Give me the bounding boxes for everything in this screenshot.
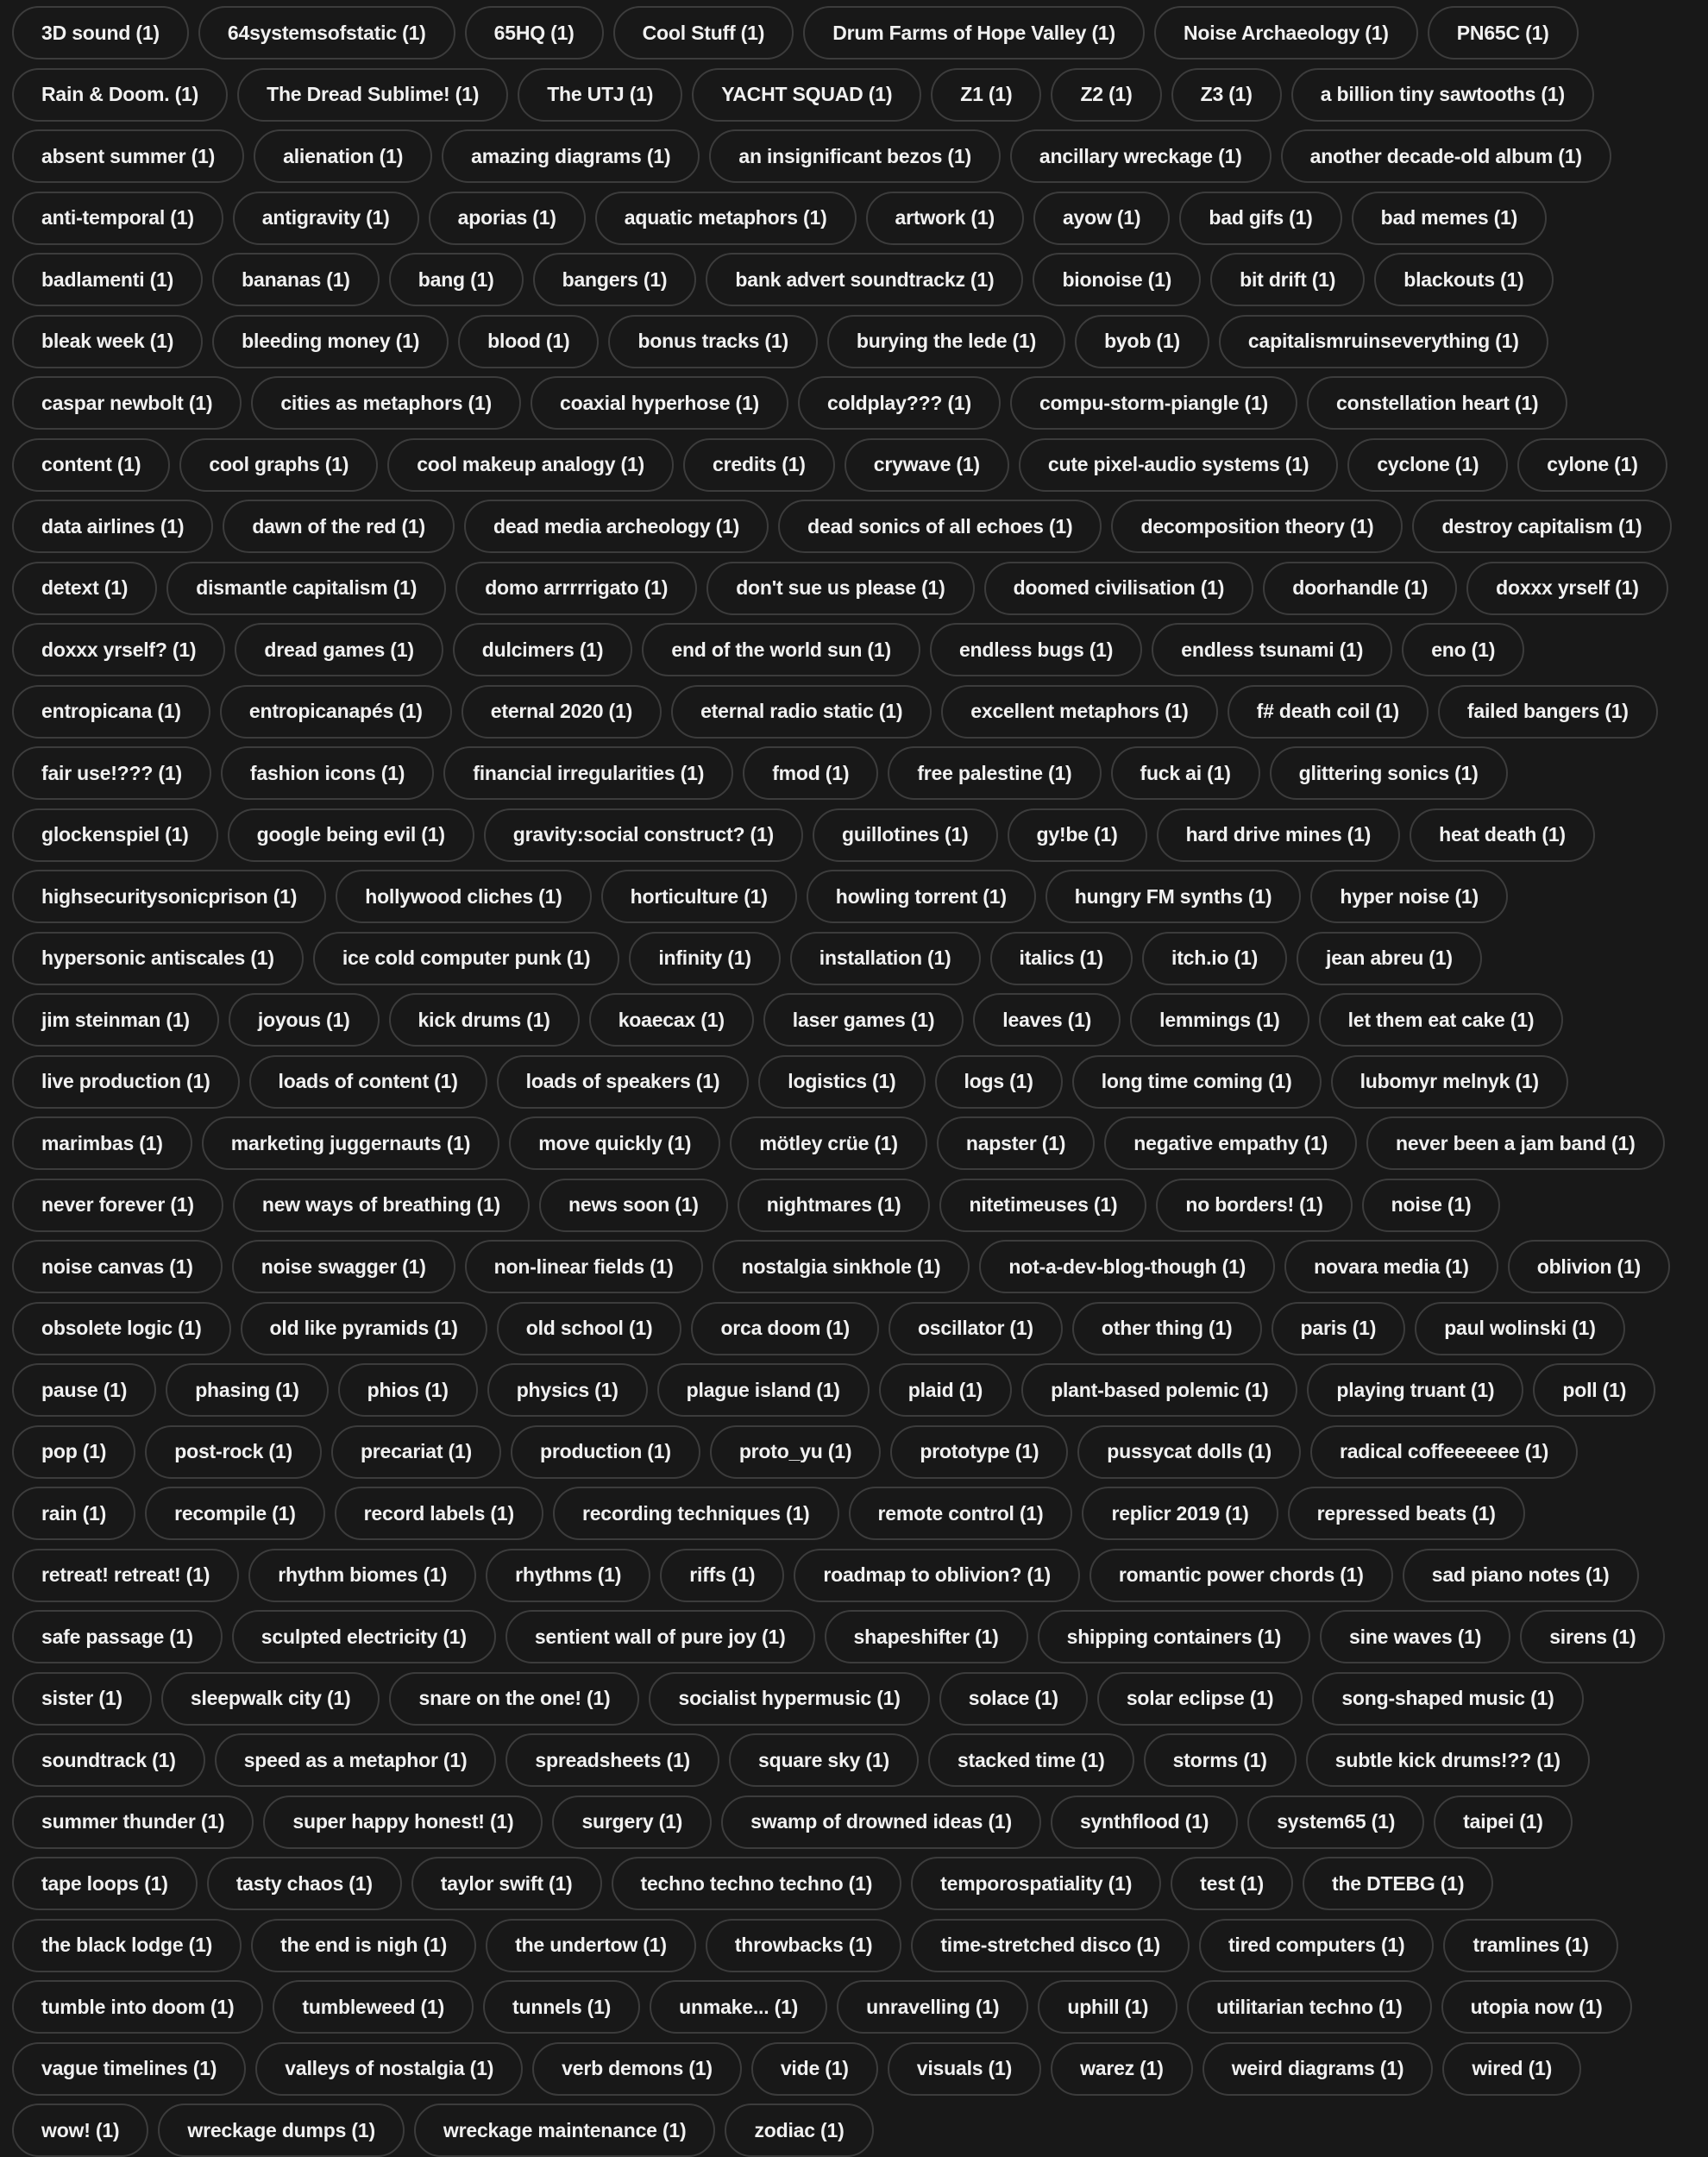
tag-pill[interactable]: tasty chaos (1) xyxy=(207,1857,402,1910)
tag-pill[interactable]: the undertow (1) xyxy=(486,1919,696,1972)
tag-pill[interactable]: not-a-dev-blog-though (1) xyxy=(979,1240,1275,1293)
tag-pill[interactable]: fashion icons (1) xyxy=(221,746,434,800)
tag-pill[interactable]: itch.io (1) xyxy=(1142,932,1287,985)
tag-pill[interactable]: prototype (1) xyxy=(890,1425,1068,1479)
tag-pill[interactable]: novara media (1) xyxy=(1284,1240,1498,1293)
tag-pill[interactable]: decomposition theory (1) xyxy=(1111,500,1403,553)
tag-pill[interactable]: constellation heart (1) xyxy=(1307,376,1567,430)
tag-pill[interactable]: wired (1) xyxy=(1442,2042,1581,2096)
tag-pill[interactable]: solace (1) xyxy=(939,1672,1088,1726)
tag-pill[interactable]: marimbas (1) xyxy=(12,1116,192,1170)
tag-pill[interactable]: domo arrrrrigato (1) xyxy=(455,562,697,615)
tag-pill[interactable]: long time coming (1) xyxy=(1072,1055,1322,1109)
tag-pill[interactable]: dread games (1) xyxy=(235,623,443,676)
tag-pill[interactable]: howling torrent (1) xyxy=(807,870,1036,923)
tag-pill[interactable]: news soon (1) xyxy=(539,1179,728,1232)
tag-pill[interactable]: Drum Farms of Hope Valley (1) xyxy=(803,6,1145,60)
tag-pill[interactable]: no borders! (1) xyxy=(1156,1179,1352,1232)
tag-pill[interactable]: let them eat cake (1) xyxy=(1319,993,1564,1047)
tag-pill[interactable]: cyclone (1) xyxy=(1347,438,1508,492)
tag-pill[interactable]: bonus tracks (1) xyxy=(608,315,817,368)
tag-pill[interactable]: italics (1) xyxy=(990,932,1133,985)
tag-pill[interactable]: doorhandle (1) xyxy=(1263,562,1457,615)
tag-pill[interactable]: tumbleweed (1) xyxy=(273,1980,474,2034)
tag-pill[interactable]: crywave (1) xyxy=(845,438,1009,492)
tag-pill[interactable]: fmod (1) xyxy=(743,746,878,800)
tag-pill[interactable]: anti-temporal (1) xyxy=(12,192,223,245)
tag-pill[interactable]: pussycat dolls (1) xyxy=(1077,1425,1301,1479)
tag-pill[interactable]: hyper noise (1) xyxy=(1310,870,1508,923)
tag-pill[interactable]: never been a jam band (1) xyxy=(1366,1116,1664,1170)
tag-pill[interactable]: cylone (1) xyxy=(1517,438,1667,492)
tag-pill[interactable]: paul wolinski (1) xyxy=(1415,1302,1625,1355)
tag-pill[interactable]: weird diagrams (1) xyxy=(1203,2042,1434,2096)
tag-pill[interactable]: content (1) xyxy=(12,438,170,492)
tag-pill[interactable]: bit drift (1) xyxy=(1210,253,1365,306)
tag-pill[interactable]: noise (1) xyxy=(1362,1179,1501,1232)
tag-pill[interactable]: hollywood cliches (1) xyxy=(336,870,591,923)
tag-pill[interactable]: nitetimeuses (1) xyxy=(939,1179,1146,1232)
tag-pill[interactable]: snare on the one! (1) xyxy=(389,1672,639,1726)
tag-pill[interactable]: rhythm biomes (1) xyxy=(248,1549,476,1602)
tag-pill[interactable]: stacked time (1) xyxy=(928,1733,1134,1787)
tag-pill[interactable]: zodiac (1) xyxy=(725,2104,873,2157)
tag-pill[interactable]: detext (1) xyxy=(12,562,157,615)
tag-pill[interactable]: bleak week (1) xyxy=(12,315,203,368)
tag-pill[interactable]: test (1) xyxy=(1171,1857,1293,1910)
tag-pill[interactable]: eternal 2020 (1) xyxy=(462,685,662,739)
tag-pill[interactable]: bang (1) xyxy=(389,253,524,306)
tag-pill[interactable]: 65HQ (1) xyxy=(465,6,604,60)
tag-pill[interactable]: unravelling (1) xyxy=(837,1980,1028,2034)
tag-pill[interactable]: logs (1) xyxy=(935,1055,1063,1109)
tag-pill[interactable]: gravity:social construct? (1) xyxy=(484,808,803,862)
tag-pill[interactable]: excellent metaphors (1) xyxy=(941,685,1217,739)
tag-pill[interactable]: end of the world sun (1) xyxy=(642,623,920,676)
tag-pill[interactable]: sentient wall of pure joy (1) xyxy=(505,1610,815,1663)
tag-pill[interactable]: techno techno techno (1) xyxy=(612,1857,902,1910)
tag-pill[interactable]: cute pixel-audio systems (1) xyxy=(1019,438,1338,492)
tag-pill[interactable]: lubomyr melnyk (1) xyxy=(1331,1055,1568,1109)
tag-pill[interactable]: ancillary wreckage (1) xyxy=(1010,129,1272,183)
tag-pill[interactable]: never forever (1) xyxy=(12,1179,223,1232)
tag-pill[interactable]: tape loops (1) xyxy=(12,1857,198,1910)
tag-pill[interactable]: dulcimers (1) xyxy=(453,623,633,676)
tag-pill[interactable]: 64systemsofstatic (1) xyxy=(198,6,455,60)
tag-pill[interactable]: playing truant (1) xyxy=(1307,1363,1523,1417)
tag-pill[interactable]: Z2 (1) xyxy=(1051,68,1161,122)
tag-pill[interactable]: byob (1) xyxy=(1075,315,1209,368)
tag-pill[interactable]: cool graphs (1) xyxy=(179,438,378,492)
tag-pill[interactable]: bank advert soundtrackz (1) xyxy=(706,253,1023,306)
tag-pill[interactable]: guillotines (1) xyxy=(813,808,998,862)
tag-pill[interactable]: the end is nigh (1) xyxy=(251,1919,476,1972)
tag-pill[interactable]: laser games (1) xyxy=(763,993,964,1047)
tag-pill[interactable]: recording techniques (1) xyxy=(553,1487,839,1540)
tag-pill[interactable]: taylor swift (1) xyxy=(411,1857,602,1910)
tag-pill[interactable]: poll (1) xyxy=(1533,1363,1655,1417)
tag-pill[interactable]: bangers (1) xyxy=(533,253,697,306)
tag-pill[interactable]: glittering sonics (1) xyxy=(1270,746,1508,800)
tag-pill[interactable]: Noise Archaeology (1) xyxy=(1154,6,1418,60)
tag-pill[interactable]: uphill (1) xyxy=(1038,1980,1177,2034)
tag-pill[interactable]: burying the lede (1) xyxy=(827,315,1065,368)
tag-pill[interactable]: wreckage maintenance (1) xyxy=(414,2104,716,2157)
tag-pill[interactable]: throwbacks (1) xyxy=(706,1919,902,1972)
tag-pill[interactable]: amazing diagrams (1) xyxy=(442,129,700,183)
tag-pill[interactable]: kick drums (1) xyxy=(389,993,580,1047)
tag-pill[interactable]: roadmap to oblivion? (1) xyxy=(794,1549,1080,1602)
tag-pill[interactable]: noise canvas (1) xyxy=(12,1240,223,1293)
tag-pill[interactable]: negative empathy (1) xyxy=(1104,1116,1357,1170)
tag-pill[interactable]: radical coffeeeeeee (1) xyxy=(1310,1425,1578,1479)
tag-pill[interactable]: phios (1) xyxy=(338,1363,478,1417)
tag-pill[interactable]: bionoise (1) xyxy=(1033,253,1201,306)
tag-pill[interactable]: an insignificant bezos (1) xyxy=(709,129,1001,183)
tag-pill[interactable]: wreckage dumps (1) xyxy=(158,2104,405,2157)
tag-pill[interactable]: plant-based polemic (1) xyxy=(1021,1363,1297,1417)
tag-pill[interactable]: summer thunder (1) xyxy=(12,1795,254,1849)
tag-pill[interactable]: free palestine (1) xyxy=(888,746,1101,800)
tag-pill[interactable]: verb demons (1) xyxy=(532,2042,742,2096)
tag-pill[interactable]: oscillator (1) xyxy=(889,1302,1063,1355)
tag-pill[interactable]: system65 (1) xyxy=(1247,1795,1424,1849)
tag-pill[interactable]: endless bugs (1) xyxy=(930,623,1142,676)
tag-pill[interactable]: valleys of nostalgia (1) xyxy=(255,2042,523,2096)
tag-pill[interactable]: replicr 2019 (1) xyxy=(1082,1487,1278,1540)
tag-pill[interactable]: failed bangers (1) xyxy=(1438,685,1658,739)
tag-pill[interactable]: vide (1) xyxy=(751,2042,878,2096)
tag-pill[interactable]: compu-storm-piangle (1) xyxy=(1010,376,1297,430)
tag-pill[interactable]: sculpted electricity (1) xyxy=(232,1610,496,1663)
tag-pill[interactable]: entropicanapés (1) xyxy=(220,685,452,739)
tag-pill[interactable]: physics (1) xyxy=(487,1363,648,1417)
tag-pill[interactable]: recompile (1) xyxy=(145,1487,325,1540)
tag-pill[interactable]: artwork (1) xyxy=(866,192,1024,245)
tag-pill[interactable]: hard drive mines (1) xyxy=(1157,808,1401,862)
tag-pill[interactable]: financial irregularities (1) xyxy=(443,746,733,800)
tag-pill[interactable]: vague timelines (1) xyxy=(12,2042,246,2096)
tag-pill[interactable]: YACHT SQUAD (1) xyxy=(692,68,921,122)
tag-pill[interactable]: oblivion (1) xyxy=(1508,1240,1670,1293)
tag-pill[interactable]: wow! (1) xyxy=(12,2104,148,2157)
tag-pill[interactable]: cool makeup analogy (1) xyxy=(387,438,674,492)
tag-pill[interactable]: solar eclipse (1) xyxy=(1097,1672,1303,1726)
tag-pill[interactable]: tramlines (1) xyxy=(1443,1919,1617,1972)
tag-pill[interactable]: sleepwalk city (1) xyxy=(161,1672,380,1726)
tag-pill[interactable]: repressed beats (1) xyxy=(1288,1487,1525,1540)
tag-pill[interactable]: pause (1) xyxy=(12,1363,156,1417)
tag-pill[interactable]: shipping containers (1) xyxy=(1038,1610,1310,1663)
tag-pill[interactable]: doomed civilisation (1) xyxy=(984,562,1254,615)
tag-pill[interactable]: spreadsheets (1) xyxy=(505,1733,719,1787)
tag-pill[interactable]: dismantle capitalism (1) xyxy=(166,562,446,615)
tag-pill[interactable]: hungry FM synths (1) xyxy=(1046,870,1302,923)
tag-pill[interactable]: leaves (1) xyxy=(973,993,1121,1047)
tag-pill[interactable]: record labels (1) xyxy=(335,1487,543,1540)
tag-pill[interactable]: temporospatiality (1) xyxy=(911,1857,1161,1910)
tag-pill[interactable]: installation (1) xyxy=(790,932,981,985)
tag-pill[interactable]: horticulture (1) xyxy=(601,870,797,923)
tag-pill[interactable]: capitalismruinseverything (1) xyxy=(1219,315,1548,368)
tag-pill[interactable]: retreat! retreat! (1) xyxy=(12,1549,239,1602)
tag-pill[interactable]: move quickly (1) xyxy=(509,1116,720,1170)
tag-pill[interactable]: dawn of the red (1) xyxy=(223,500,455,553)
tag-pill[interactable]: The UTJ (1) xyxy=(518,68,682,122)
tag-pill[interactable]: pop (1) xyxy=(12,1425,135,1479)
tag-pill[interactable]: doxxx yrself (1) xyxy=(1466,562,1668,615)
tag-pill[interactable]: joyous (1) xyxy=(229,993,380,1047)
tag-pill[interactable]: jim steinman (1) xyxy=(12,993,219,1047)
tag-pill[interactable]: synthflood (1) xyxy=(1051,1795,1238,1849)
tag-pill[interactable]: surgery (1) xyxy=(552,1795,712,1849)
tag-pill[interactable]: storms (1) xyxy=(1144,1733,1297,1787)
tag-pill[interactable]: plague island (1) xyxy=(657,1363,870,1417)
tag-pill[interactable]: plaid (1) xyxy=(879,1363,1012,1417)
tag-pill[interactable]: old school (1) xyxy=(497,1302,682,1355)
tag-pill[interactable]: nostalgia sinkhole (1) xyxy=(713,1240,970,1293)
tag-pill[interactable]: production (1) xyxy=(511,1425,700,1479)
tag-pill[interactable]: tunnels (1) xyxy=(483,1980,640,2034)
tag-pill[interactable]: shapeshifter (1) xyxy=(825,1610,1028,1663)
tag-pill[interactable]: paris (1) xyxy=(1272,1302,1406,1355)
tag-pill[interactable]: gy!be (1) xyxy=(1008,808,1147,862)
tag-pill[interactable]: napster (1) xyxy=(937,1116,1095,1170)
tag-pill[interactable]: tumble into doom (1) xyxy=(12,1980,263,2034)
tag-pill[interactable]: other thing (1) xyxy=(1072,1302,1262,1355)
tag-pill[interactable]: the DTEBG (1) xyxy=(1303,1857,1493,1910)
tag-pill[interactable]: rain (1) xyxy=(12,1487,135,1540)
tag-pill[interactable]: riffs (1) xyxy=(660,1549,784,1602)
tag-pill[interactable]: fuck ai (1) xyxy=(1111,746,1260,800)
tag-pill[interactable]: romantic power chords (1) xyxy=(1089,1549,1393,1602)
tag-pill[interactable]: precariat (1) xyxy=(331,1425,501,1479)
tag-pill[interactable]: visuals (1) xyxy=(888,2042,1041,2096)
tag-pill[interactable]: the black lodge (1) xyxy=(12,1919,242,1972)
tag-pill[interactable]: cities as metaphors (1) xyxy=(251,376,521,430)
tag-pill[interactable]: PN65C (1) xyxy=(1428,6,1579,60)
tag-pill[interactable]: rhythms (1) xyxy=(486,1549,650,1602)
tag-pill[interactable]: highsecuritysonicprison (1) xyxy=(12,870,326,923)
tag-pill[interactable]: time-stretched disco (1) xyxy=(911,1919,1190,1972)
tag-pill[interactable]: hypersonic antiscales (1) xyxy=(12,932,304,985)
tag-pill[interactable]: square sky (1) xyxy=(729,1733,919,1787)
tag-pill[interactable]: google being evil (1) xyxy=(228,808,474,862)
tag-pill[interactable]: alienation (1) xyxy=(254,129,432,183)
tag-pill[interactable]: tired computers (1) xyxy=(1199,1919,1435,1972)
tag-pill[interactable]: lemmings (1) xyxy=(1130,993,1309,1047)
tag-pill[interactable]: fair use!??? (1) xyxy=(12,746,211,800)
tag-pill[interactable]: sine waves (1) xyxy=(1320,1610,1510,1663)
tag-pill[interactable]: badlamenti (1) xyxy=(12,253,203,306)
tag-pill[interactable]: credits (1) xyxy=(683,438,835,492)
tag-pill[interactable]: The Dread Sublime! (1) xyxy=(237,68,508,122)
tag-pill[interactable]: heat death (1) xyxy=(1410,808,1595,862)
tag-pill[interactable]: obsolete logic (1) xyxy=(12,1302,231,1355)
tag-pill[interactable]: subtle kick drums!?? (1) xyxy=(1306,1733,1590,1787)
tag-pill[interactable]: blackouts (1) xyxy=(1374,253,1553,306)
tag-pill[interactable]: socialist hypermusic (1) xyxy=(649,1672,929,1726)
tag-pill[interactable]: Z1 (1) xyxy=(931,68,1041,122)
tag-pill[interactable]: warez (1) xyxy=(1051,2042,1193,2096)
tag-pill[interactable]: live production (1) xyxy=(12,1055,240,1109)
tag-pill[interactable]: destroy capitalism (1) xyxy=(1412,500,1671,553)
tag-pill[interactable]: unmake... (1) xyxy=(650,1980,827,2034)
tag-pill[interactable]: koaecax (1) xyxy=(589,993,754,1047)
tag-pill[interactable]: post-rock (1) xyxy=(145,1425,322,1479)
tag-pill[interactable]: loads of speakers (1) xyxy=(497,1055,750,1109)
tag-pill[interactable]: sister (1) xyxy=(12,1672,152,1726)
tag-pill[interactable]: utopia now (1) xyxy=(1441,1980,1632,2034)
tag-pill[interactable]: song-shaped music (1) xyxy=(1312,1672,1583,1726)
tag-pill[interactable]: sirens (1) xyxy=(1520,1610,1665,1663)
tag-pill[interactable]: caspar newbolt (1) xyxy=(12,376,242,430)
tag-pill[interactable]: taipei (1) xyxy=(1434,1795,1573,1849)
tag-pill[interactable]: endless tsunami (1) xyxy=(1152,623,1392,676)
tag-pill[interactable]: nightmares (1) xyxy=(738,1179,931,1232)
tag-pill[interactable]: glockenspiel (1) xyxy=(12,808,218,862)
tag-pill[interactable]: bleeding money (1) xyxy=(212,315,449,368)
tag-pill[interactable]: marketing juggernauts (1) xyxy=(202,1116,499,1170)
tag-pill[interactable]: bananas (1) xyxy=(212,253,380,306)
tag-pill[interactable]: another decade-old album (1) xyxy=(1281,129,1611,183)
tag-pill[interactable]: speed as a metaphor (1) xyxy=(215,1733,497,1787)
tag-pill[interactable]: phasing (1) xyxy=(166,1363,328,1417)
tag-pill[interactable]: eno (1) xyxy=(1402,623,1524,676)
tag-pill[interactable]: old like pyramids (1) xyxy=(241,1302,487,1355)
tag-pill[interactable]: doxxx yrself? (1) xyxy=(12,623,225,676)
tag-pill[interactable]: dead media archeology (1) xyxy=(464,500,769,553)
tag-pill[interactable]: coaxial hyperhose (1) xyxy=(531,376,788,430)
tag-pill[interactable]: f# death coil (1) xyxy=(1228,685,1429,739)
tag-pill[interactable]: noise swagger (1) xyxy=(232,1240,455,1293)
tag-pill[interactable]: Z3 (1) xyxy=(1171,68,1282,122)
tag-pill[interactable]: proto_yu (1) xyxy=(710,1425,882,1479)
tag-pill[interactable]: blood (1) xyxy=(458,315,599,368)
tag-pill[interactable]: Cool Stuff (1) xyxy=(613,6,794,60)
tag-pill[interactable]: soundtrack (1) xyxy=(12,1733,205,1787)
tag-pill[interactable]: Rain & Doom. (1) xyxy=(12,68,228,122)
tag-pill[interactable]: logistics (1) xyxy=(758,1055,925,1109)
tag-pill[interactable]: 3D sound (1) xyxy=(12,6,189,60)
tag-pill[interactable]: ayow (1) xyxy=(1033,192,1170,245)
tag-pill[interactable]: jean abreu (1) xyxy=(1297,932,1482,985)
tag-pill[interactable]: bad gifs (1) xyxy=(1179,192,1341,245)
tag-pill[interactable]: a billion tiny sawtooths (1) xyxy=(1291,68,1594,122)
tag-pill[interactable]: dead sonics of all echoes (1) xyxy=(778,500,1102,553)
tag-pill[interactable]: sad piano notes (1) xyxy=(1403,1549,1639,1602)
tag-pill[interactable]: coldplay??? (1) xyxy=(798,376,1001,430)
tag-pill[interactable]: non-linear fields (1) xyxy=(465,1240,703,1293)
tag-pill[interactable]: aporias (1) xyxy=(429,192,586,245)
tag-pill[interactable]: remote control (1) xyxy=(849,1487,1073,1540)
tag-pill[interactable]: infinity (1) xyxy=(629,932,780,985)
tag-pill[interactable]: absent summer (1) xyxy=(12,129,244,183)
tag-pill[interactable]: swamp of drowned ideas (1) xyxy=(721,1795,1041,1849)
tag-pill[interactable]: ice cold computer punk (1) xyxy=(313,932,619,985)
tag-pill[interactable]: new ways of breathing (1) xyxy=(233,1179,530,1232)
tag-pill[interactable]: entropicana (1) xyxy=(12,685,210,739)
tag-pill[interactable]: mötley crüe (1) xyxy=(730,1116,927,1170)
tag-pill[interactable]: eternal radio static (1) xyxy=(671,685,932,739)
tag-pill[interactable]: utilitarian techno (1) xyxy=(1187,1980,1431,2034)
tag-pill[interactable]: orca doom (1) xyxy=(691,1302,878,1355)
tag-pill[interactable]: data airlines (1) xyxy=(12,500,213,553)
tag-pill[interactable]: safe passage (1) xyxy=(12,1610,223,1663)
tag-pill[interactable]: super happy honest! (1) xyxy=(263,1795,543,1849)
tag-pill[interactable]: antigravity (1) xyxy=(233,192,419,245)
tag-pill[interactable]: don't sue us please (1) xyxy=(706,562,974,615)
tag-pill[interactable]: bad memes (1) xyxy=(1352,192,1547,245)
tag-pill[interactable]: loads of content (1) xyxy=(249,1055,487,1109)
tag-pill[interactable]: aquatic metaphors (1) xyxy=(595,192,857,245)
